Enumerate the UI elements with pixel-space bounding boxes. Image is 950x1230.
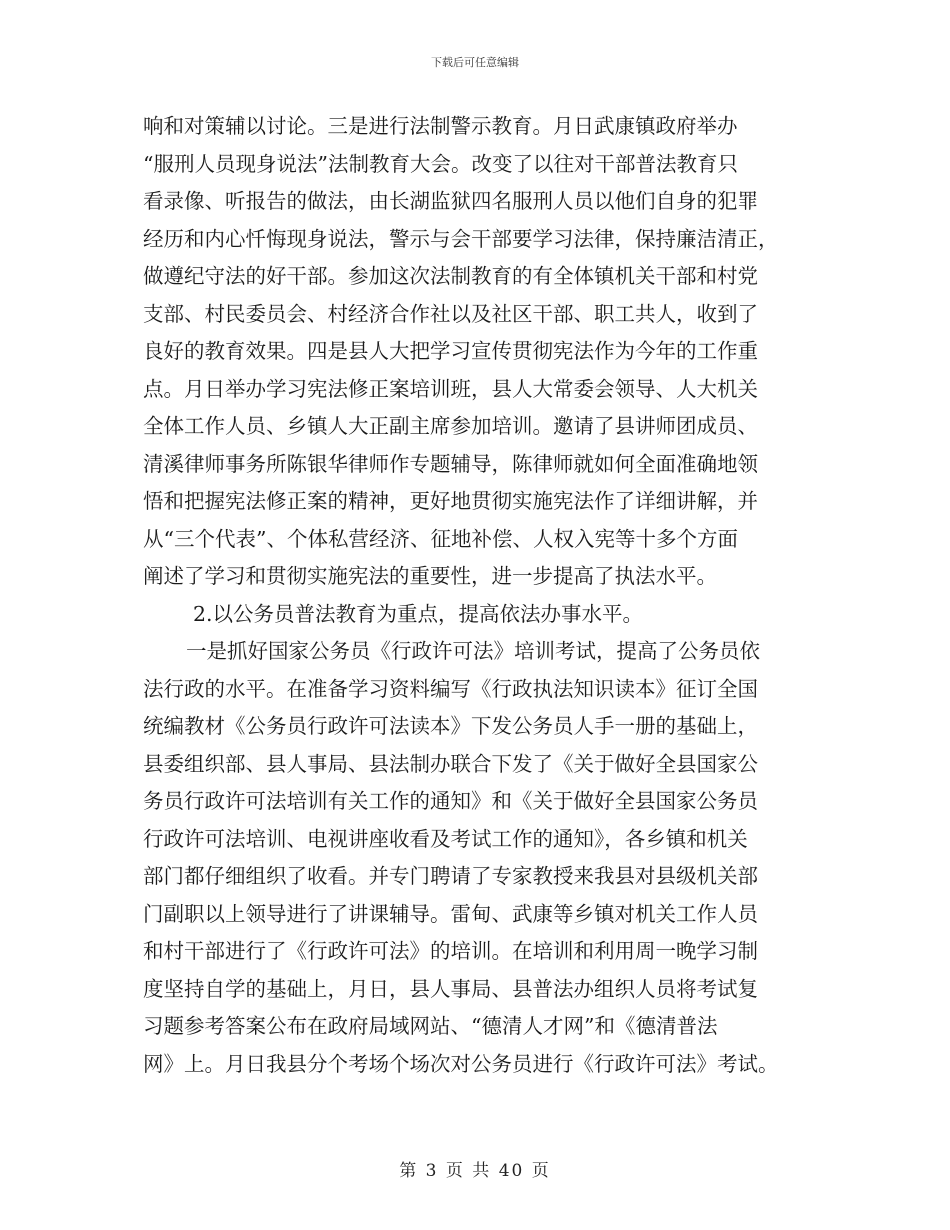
body-line: 度坚持自学的基础上，月日，县人事局、县普法办组织人员将考试复 <box>143 976 758 1001</box>
body-line: 阐述了学习和贯彻实施宪法的重要性，进一步提高了执法水平。 <box>143 564 717 588</box>
body-line: 部门都仔细组织了收看。并专门聘请了专家教授来我县对县级机关部 <box>143 864 758 888</box>
body-line: 看录像、听报告的做法，由长湖监狱四名服刑人员以他们自身的犯罪 <box>143 189 758 213</box>
body-line: 和村干部进行了《行政许可法》的培训。在培训和利用周一晚学习制 <box>143 939 758 963</box>
body-line: 县委组织部、县人事局、县法制办联合下发了《关于做好全县国家公 <box>143 751 758 776</box>
body-line: 做遵纪守法的好干部。参加这次法制教育的有全体镇机关干部和村党 <box>143 264 758 288</box>
body-line: 清溪律师事务所陈银华律师作专题辅导，陈律师就如何全面准确地领 <box>143 451 758 476</box>
body-line: 务员行政许可法培训有关工作的通知》和《关于做好全县国家公务员 <box>143 789 758 813</box>
page-number: 第 3 页 共 40 页 <box>399 1161 551 1181</box>
body-line: 从“三个代表”、个体私营经济、征地补偿、人权入宪等十多个方面 <box>143 526 738 551</box>
body-line: “服刑人员现身说法”法制教育大会。改变了以往对干部普法教育只 <box>143 151 738 176</box>
body-line: 支部、村民委员会、村经济合作社以及社区干部、职工共人，收到了 <box>143 301 758 326</box>
body-line: 门副职以上领导进行了讲课辅导。雷甸、武康等乡镇对机关工作人员 <box>143 901 758 926</box>
body-line: 网》上。月日我县分个考场个场次对公务员进行《行政许可法》考试。 <box>143 1051 779 1076</box>
body-line: 行政许可法培训、电视讲座收看及考试工作的通知》，各乡镇和机关 <box>143 826 748 851</box>
page-header-note: 下载后可任意编辑 <box>431 56 519 69</box>
body-line: 统编教材《公务员行政许可法读本》下发公务员人手一册的基础上， <box>143 714 758 738</box>
body-line: 全体工作人员、乡镇人大正副主席参加培训。邀请了县讲师团成员、 <box>143 414 758 438</box>
body-line: 点。月日举办学习宪法修正案培训班，县人大常委会领导、人大机关 <box>143 376 758 401</box>
body-line: 悟和把握宪法修正案的精神，更好地贯彻实施宪法作了详细讲解，并 <box>143 489 758 513</box>
document-body <box>143 108 811 1083</box>
body-line: 经历和内心忏悔现身说法，警示与会干部要学习法律，保持廉洁清正， <box>143 226 779 251</box>
body-line: 一是抓好国家公务员《行政许可法》培训考试，提高了公务员依 <box>186 639 760 663</box>
body-line: 响和对策辅以讨论。三是进行法制警示教育。月日武康镇政府举办 <box>143 114 738 138</box>
body-line: 习题参考答案公布在政府局域网站、“德清人才网”和《德清普法 <box>143 1014 718 1038</box>
body-line: 良好的教育效果。四是县人大把学习宣传贯彻宪法作为今年的工作重 <box>143 339 758 363</box>
section-heading: 2.以公务员普法教育为重点，提高依法办事水平。 <box>193 601 644 626</box>
body-line: 法行政的水平。在准备学习资料编写《行政执法知识读本》征订全国 <box>143 676 758 701</box>
